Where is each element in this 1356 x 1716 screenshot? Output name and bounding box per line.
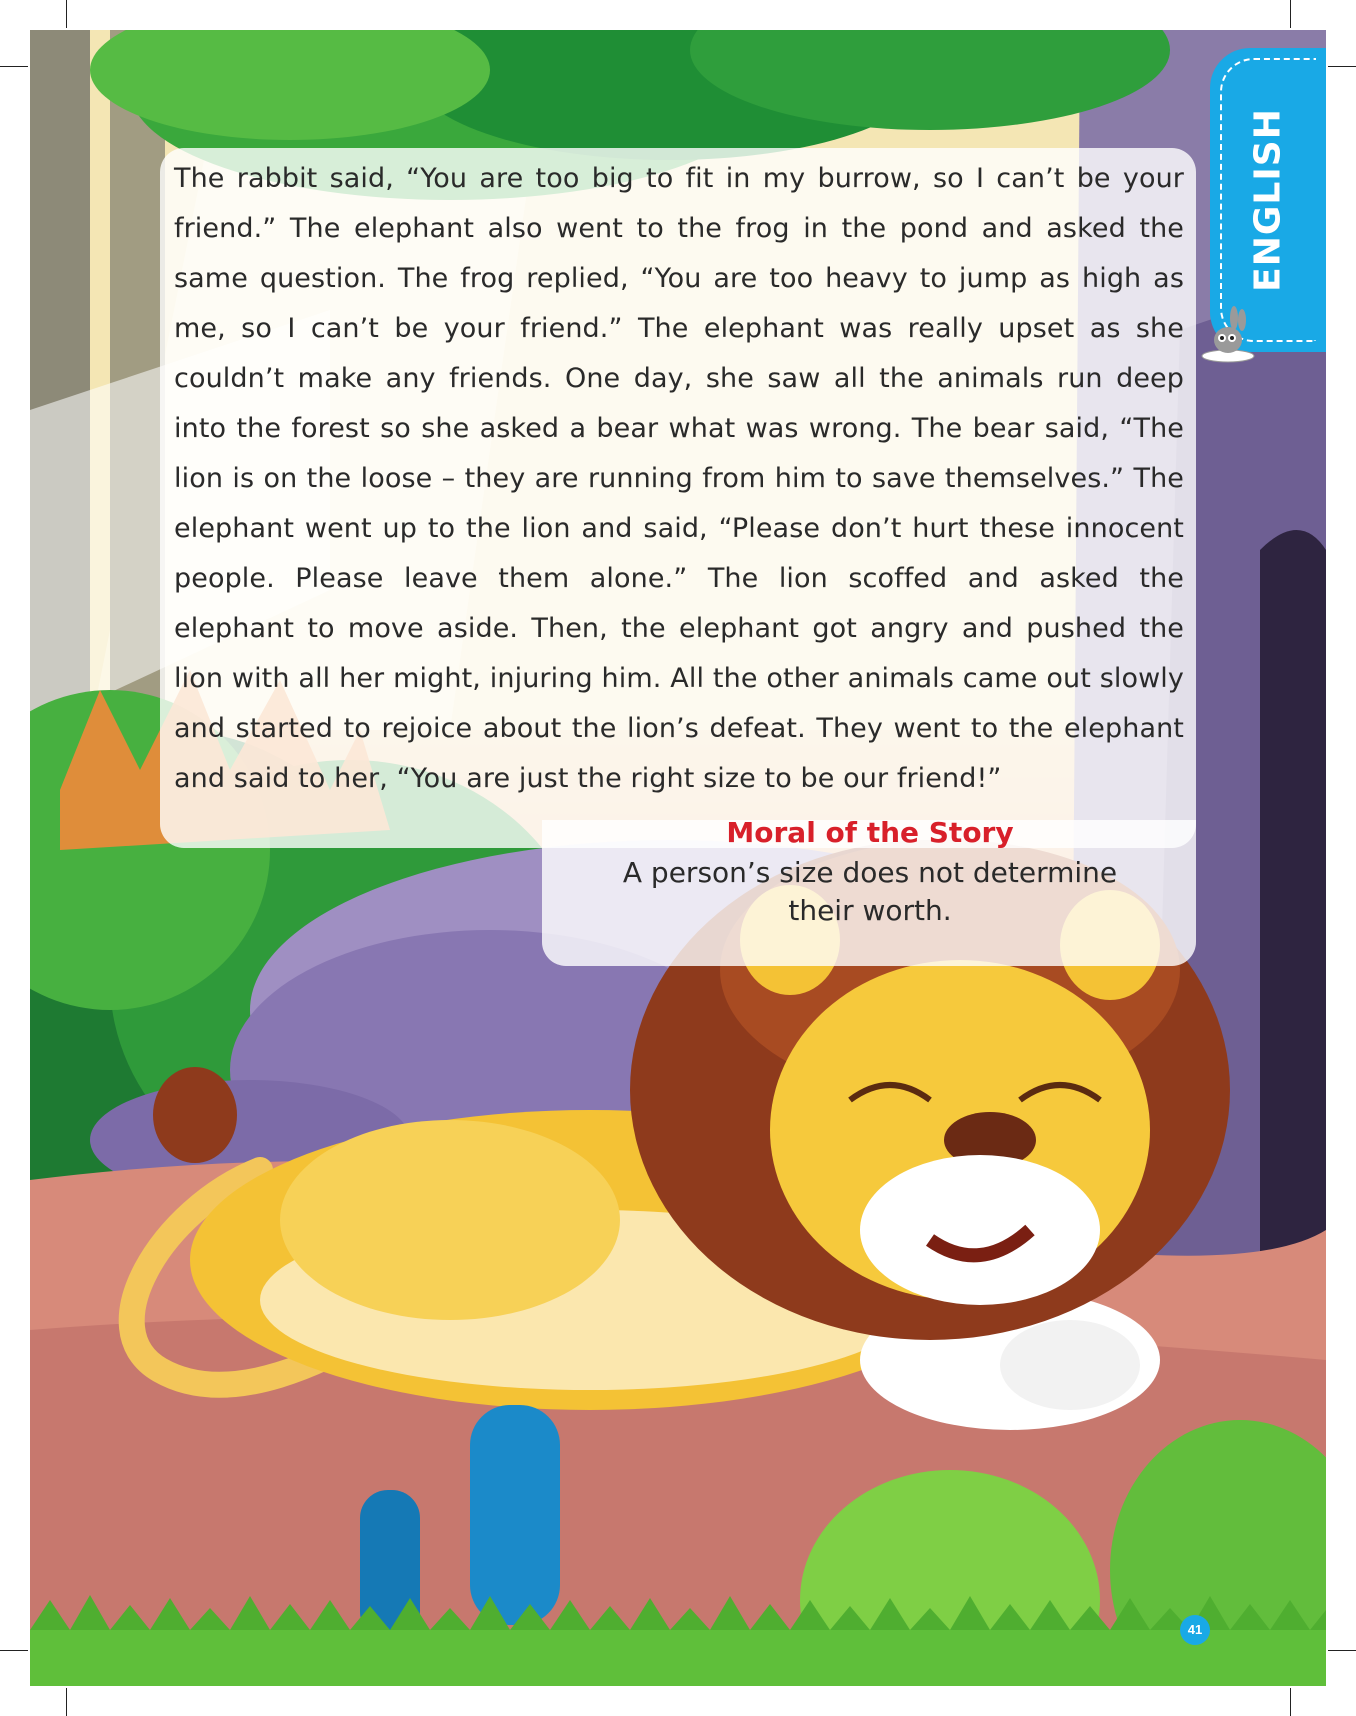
crop-mark bbox=[0, 66, 28, 67]
crop-mark bbox=[1328, 66, 1356, 67]
rabbit-mascot-icon bbox=[1198, 306, 1258, 366]
story-page bbox=[30, 30, 1326, 1686]
crop-mark bbox=[66, 0, 67, 28]
subject-tab-label: ENGLISH bbox=[1247, 108, 1289, 292]
crop-mark bbox=[1290, 0, 1291, 28]
crop-mark bbox=[66, 1688, 67, 1716]
crop-mark bbox=[0, 1650, 28, 1651]
crop-mark bbox=[1328, 1650, 1356, 1651]
moral-text: A person’s size does not determine their worth. bbox=[622, 856, 1118, 927]
page-number-badge: 41 bbox=[1180, 1615, 1210, 1645]
crop-mark bbox=[1290, 1688, 1291, 1716]
story-paragraph: The rabbit said, “You are too big to fit in my burrow, so I can’t be your friend.” The elephant also went to the frog in the pond and asked the same question. The frog replied, “You are too heavy to jump as high as me, so I can’t be your friend.” The elephant was really upset as she couldn’t make any friends. One day, she saw all the animals run deep into the forest so she asked a bear what was wrong. The bear said, “The lion is on the loose – they are running from him to save themselves.” The elephant went up to the lion and said, “Please don’t hurt these innocent people. Please leave them alone.” The lion scoffed and asked the elephant to move aside. Then, the elephant got angry and pushed the lion with all her might, injuring him. All the other animals came out slowly and started to rejoice about the lion’s defeat. They went to the elephant and said to her, “You are just the right size to be our friend!” bbox=[174, 163, 1184, 794]
moral-title: Moral of the Story bbox=[726, 816, 1014, 849]
